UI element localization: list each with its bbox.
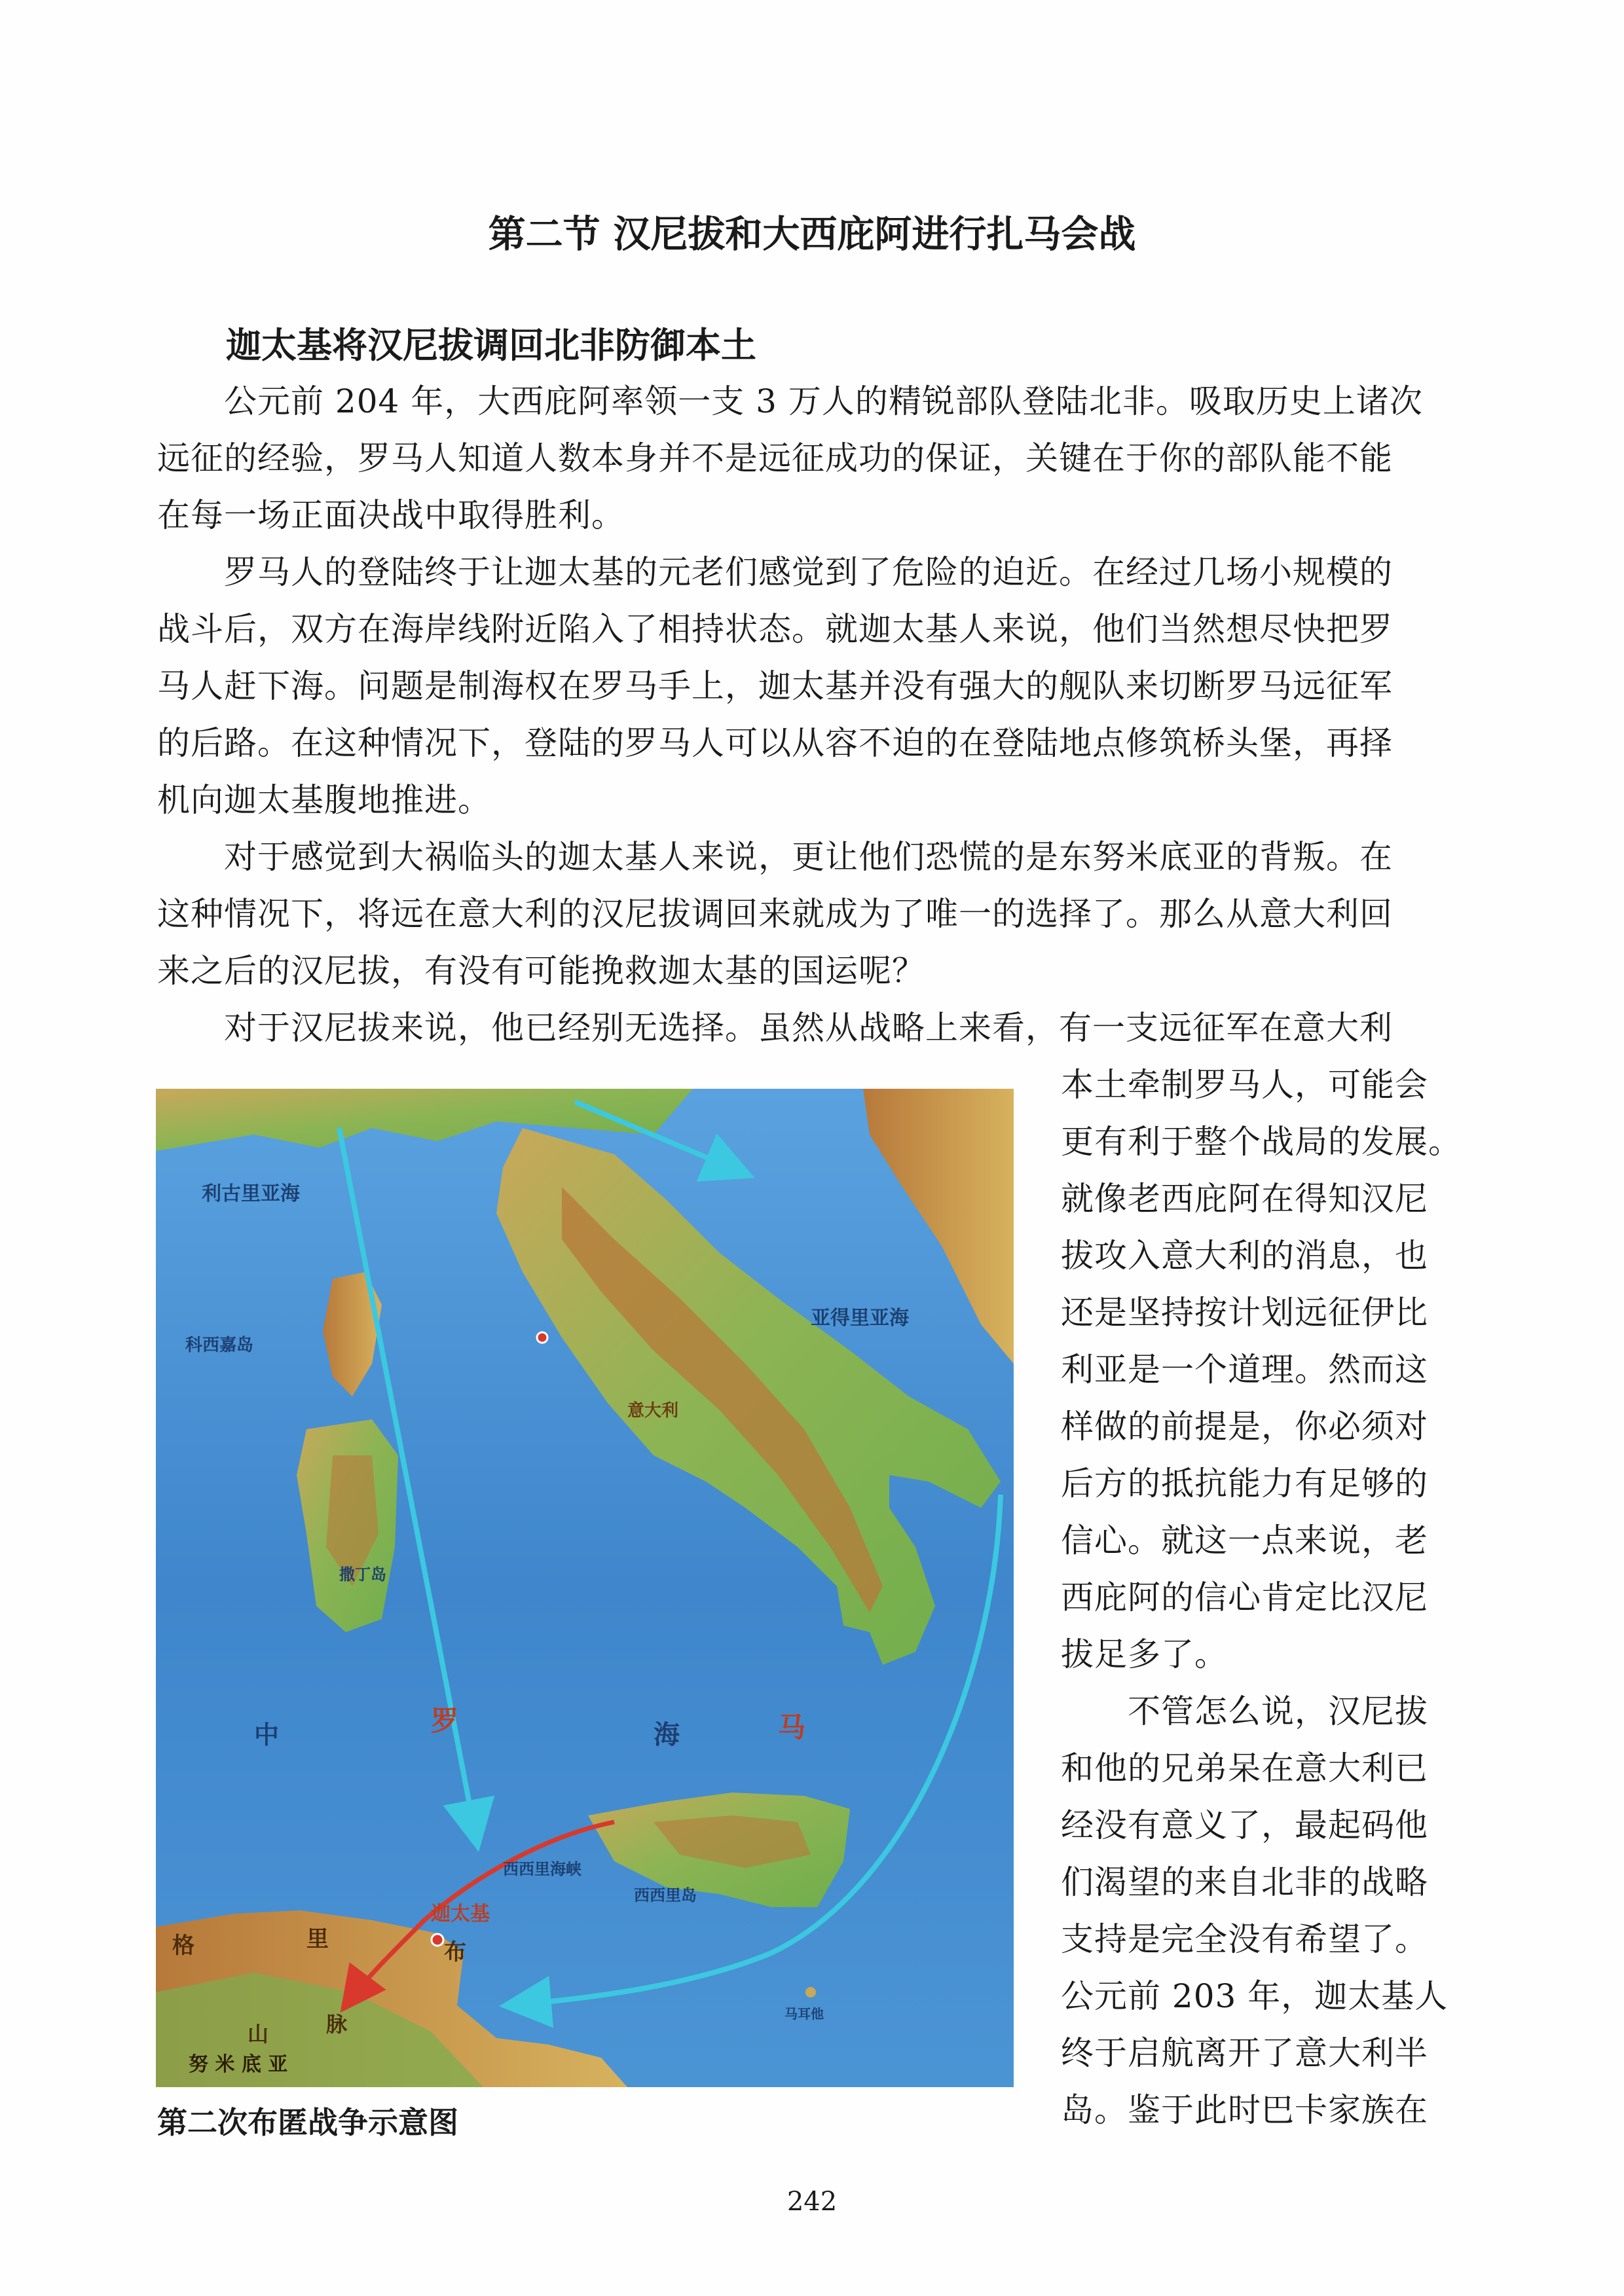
side-text-line: 们渴望的来自北非的战略 xyxy=(1061,1863,1428,1901)
section-heading: 迦太基将汉尼拔调回北非防御本土 xyxy=(226,325,756,366)
side-text-line: 更有利于整个战局的发展。 xyxy=(1061,1123,1462,1161)
side-text-line: 后方的抵抗能力有足够的 xyxy=(1061,1465,1428,1503)
side-text-line: 终于启航离开了意大利半 xyxy=(1061,2034,1428,2072)
text-line: 这种情况下，将远在意大利的汉尼拔调回来就成为了唯一的选择了。那么从意大利回 xyxy=(157,895,1393,933)
figure-caption: 第二次布匿战争示意图 xyxy=(157,2105,458,2140)
side-text-line: 样做的前提是，你必须对 xyxy=(1061,1408,1428,1446)
side-text-line: 信心。就这一点来说，老 xyxy=(1061,1522,1428,1559)
malta-island xyxy=(805,1987,816,1997)
med-sea-label-1: 中 xyxy=(254,1721,280,1749)
map-figure xyxy=(156,1089,1014,2087)
sicily-strait-label: 西西里海峡 xyxy=(503,1860,581,1878)
section-title: 第二节 汉尼拔和大西庇阿进行扎马会战 xyxy=(488,213,1136,256)
text-line: 的后路。在这种情况下，登陆的罗马人可以从容不迫的在登陆地点修筑桥头堡，再择 xyxy=(157,724,1393,762)
side-text-line: 不管怎么说，汉尼拔 xyxy=(1061,1692,1428,1730)
text-line: 马人赶下海。问题是制海权在罗马手上，迦太基并没有强大的舰队来切断罗马远征军 xyxy=(157,667,1393,705)
side-text-line: 公元前 203 年，迦太基人 xyxy=(1061,1977,1449,2015)
side-text-line: 和他的兄弟呆在意大利已 xyxy=(1061,1749,1428,1787)
side-text-line: 本土牵制罗马人，可能会 xyxy=(1061,1066,1428,1104)
text-line: 对于感觉到大祸临头的迦太基人来说，更让他们恐慌的是东努米底亚的背叛。在 xyxy=(157,838,1393,876)
side-text-line: 拔足多了。 xyxy=(1061,1635,1228,1673)
ligurian-sea-label: 利古里亚海 xyxy=(202,1182,300,1205)
malta-label: 马耳他 xyxy=(784,2006,824,2022)
text-line: 公元前 204 年，大西庇阿率领一支 3 万人的精锐部队登陆北非。吸取历史上诸次 xyxy=(157,382,1423,420)
atlas-label-3: 布 xyxy=(444,1939,466,1965)
text-line: 在每一场正面决战中取得胜利。 xyxy=(157,496,625,534)
med-sea-label-2: 罗 xyxy=(431,1705,459,1737)
text-line: 对于汉尼拔来说，他已经别无选择。虽然从战略上来看，有一支远征军在意大利 xyxy=(157,1009,1393,1047)
adriatic-label: 亚得里亚海 xyxy=(811,1307,909,1330)
sicily-label: 西西里岛 xyxy=(634,1886,697,1904)
side-text-line: 还是坚持按计划远征伊比 xyxy=(1061,1294,1428,1332)
atlas-label-1: 格 xyxy=(172,1933,194,1959)
page-number: 242 xyxy=(786,2187,838,2217)
med-sea-label-4: 马 xyxy=(778,1711,806,1743)
side-text-line: 西庇阿的信心肯定比汉尼 xyxy=(1061,1578,1428,1616)
carthage-label: 迦太基 xyxy=(431,1903,490,1925)
text-line: 罗马人的登陆终于让迦太基的元老们感觉到了危险的迫近。在经过几场小规模的 xyxy=(157,553,1393,591)
side-text-line: 支持是完全没有希望了。 xyxy=(1061,1920,1428,1958)
text-line: 机向迦太基腹地推进。 xyxy=(157,781,491,819)
sardinia-label: 撒丁岛 xyxy=(339,1565,386,1584)
med-sea-label-3: 海 xyxy=(654,1720,680,1750)
italy-label: 意大利 xyxy=(627,1401,679,1421)
carthage-marker xyxy=(432,1934,443,1946)
atlas-label-4: 山 xyxy=(248,2022,269,2047)
side-text-line: 就像老西庇阿在得知汉尼 xyxy=(1061,1180,1428,1218)
rome-marker xyxy=(537,1332,547,1343)
corsica-label: 科西嘉岛 xyxy=(185,1336,254,1355)
side-text-line: 利亚是一个道理。然而这 xyxy=(1061,1351,1428,1389)
atlas-label-5: 脉 xyxy=(326,2012,348,2037)
second-punic-war-map xyxy=(156,1089,1014,2087)
text-line: 战斗后，双方在海岸线附近陷入了相持状态。就迦太基人来说，他们当然想尽快把罗 xyxy=(157,610,1393,648)
atlas-label-2: 里 xyxy=(306,1926,329,1952)
side-text-line: 经没有意义了，最起码他 xyxy=(1061,1806,1428,1844)
numidia-label: 努 米 底 亚 xyxy=(189,2053,288,2076)
side-text-line: 岛。鉴于此时巴卡家族在 xyxy=(1061,2091,1428,2129)
text-line: 远征的经验，罗马人知道人数本身并不是远征成功的保证，关键在于你的部队能不能 xyxy=(157,439,1393,477)
text-line: 来之后的汉尼拔，有没有可能挽救迦太基的国运呢？ xyxy=(157,952,925,990)
side-text-line: 拔攻入意大利的消息，也 xyxy=(1061,1237,1428,1275)
